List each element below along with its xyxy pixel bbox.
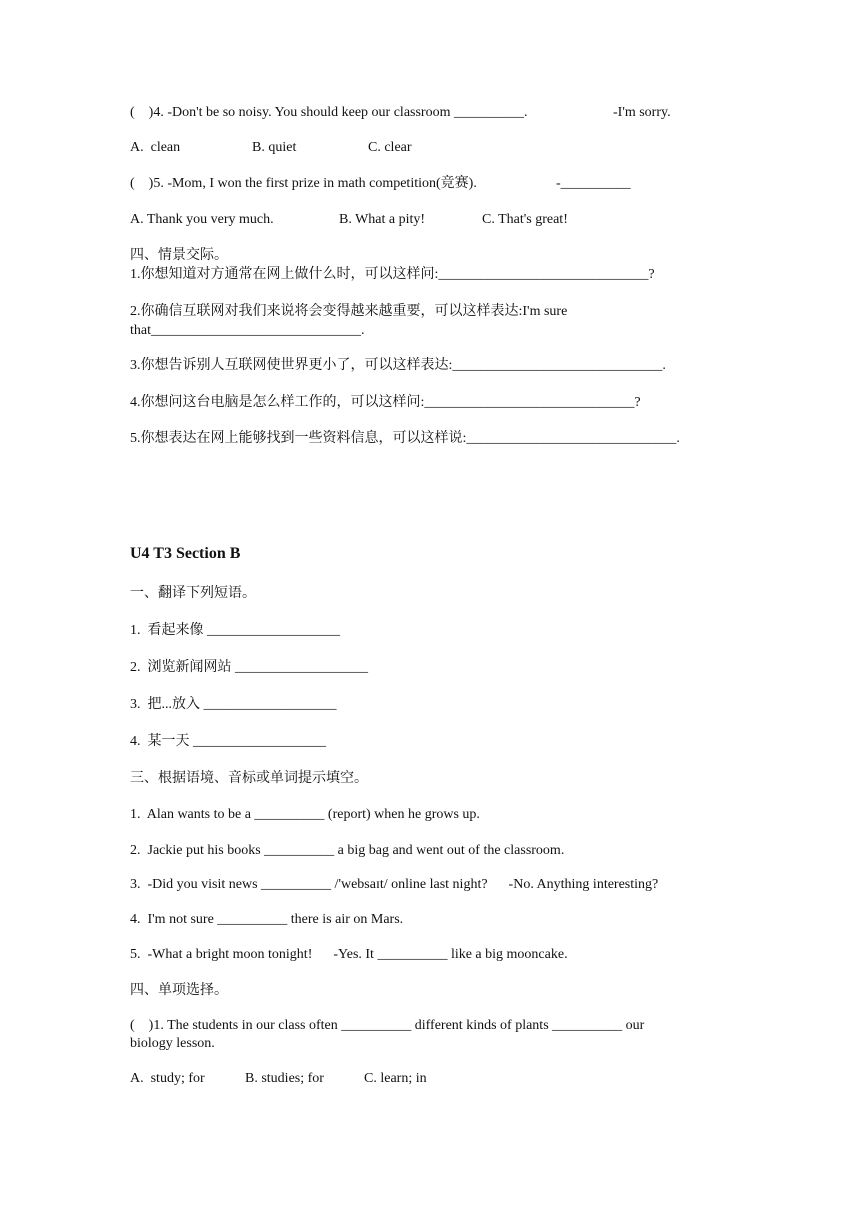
situational-item-4: 4.你想问这台电脑是怎么样工作的，可以这样问:______________________________? (130, 395, 641, 410)
fill-heading: 三、根据语境、音标或单词提示填空。 (130, 771, 368, 786)
translate-item-2: 2. 浏览新闻网站 ___________________ (130, 660, 368, 675)
unit-title: U4 T3 Section B (130, 545, 241, 562)
choice-q1-line1: ( )1. The students in our class often __________ different kinds of plants __________ our (130, 1018, 645, 1033)
situational-heading: 四、情景交际。 (130, 248, 228, 263)
situational-item-2-cont: that______________________________. (130, 323, 365, 338)
choice-q1-option-b: B. studies; for (245, 1071, 324, 1086)
q4-option-a: A. clean (130, 140, 181, 155)
choice-q1-option-c: C. learn; in (364, 1071, 427, 1086)
fill-item-2: 2. Jackie put his books __________ a big bag and went out of the classroom. (130, 843, 565, 858)
fill-item-1: 1. Alan wants to be a __________ (report) when he grows up. (130, 807, 480, 822)
translate-item-1: 1. 看起来像 ___________________ (130, 623, 340, 638)
translate-item-4: 4. 某一天 ___________________ (130, 734, 326, 749)
q5-option-c: C. That's great! (482, 212, 568, 227)
situational-item-2: 2.你确信互联网对我们来说将会变得越来越重要，可以这样表达:I'm sure (130, 304, 568, 319)
situational-item-1: 1.你想知道对方通常在网上做什么时，可以这样问:______________________________? (130, 267, 655, 282)
situational-item-5: 5.你想表达在网上能够找到一些资料信息，可以这样说:______________________________. (130, 431, 680, 446)
fill-item-3: 3. -Did you visit news __________ /'websaɪt/ online last night? -No. Anything interesting? (130, 877, 659, 892)
fill-item-4: 4. I'm not sure __________ there is air on Mars. (130, 912, 404, 927)
question-5: ( )5. -Mom, I won the first prize in math competition(竞赛). (130, 176, 477, 191)
translate-item-3: 3. 把...放入 ___________________ (130, 697, 337, 712)
question-4-reply: -I'm sorry. (613, 105, 671, 120)
situational-item-3: 3.你想告诉别人互联网使世界更小了，可以这样表达:______________________________. (130, 358, 666, 373)
choice-q1-option-a: A. study; for (130, 1071, 205, 1086)
fill-item-5: 5. -What a bright moon tonight! -Yes. It __________ like a big mooncake. (130, 947, 568, 962)
question-4: ( )4. -Don't be so noisy. You should keep our classroom __________. (130, 105, 528, 120)
q5-option-b: B. What a pity! (339, 212, 426, 227)
q5-option-a: A. Thank you very much. (130, 212, 274, 227)
choice-q1-line2: biology lesson. (130, 1036, 215, 1051)
q4-option-b: B. quiet (252, 140, 297, 155)
choice-heading: 四、单项选择。 (130, 983, 228, 998)
translate-heading: 一、翻译下列短语。 (130, 586, 256, 601)
q4-option-c: C. clear (368, 140, 412, 155)
question-5-reply: -__________ (556, 176, 631, 191)
